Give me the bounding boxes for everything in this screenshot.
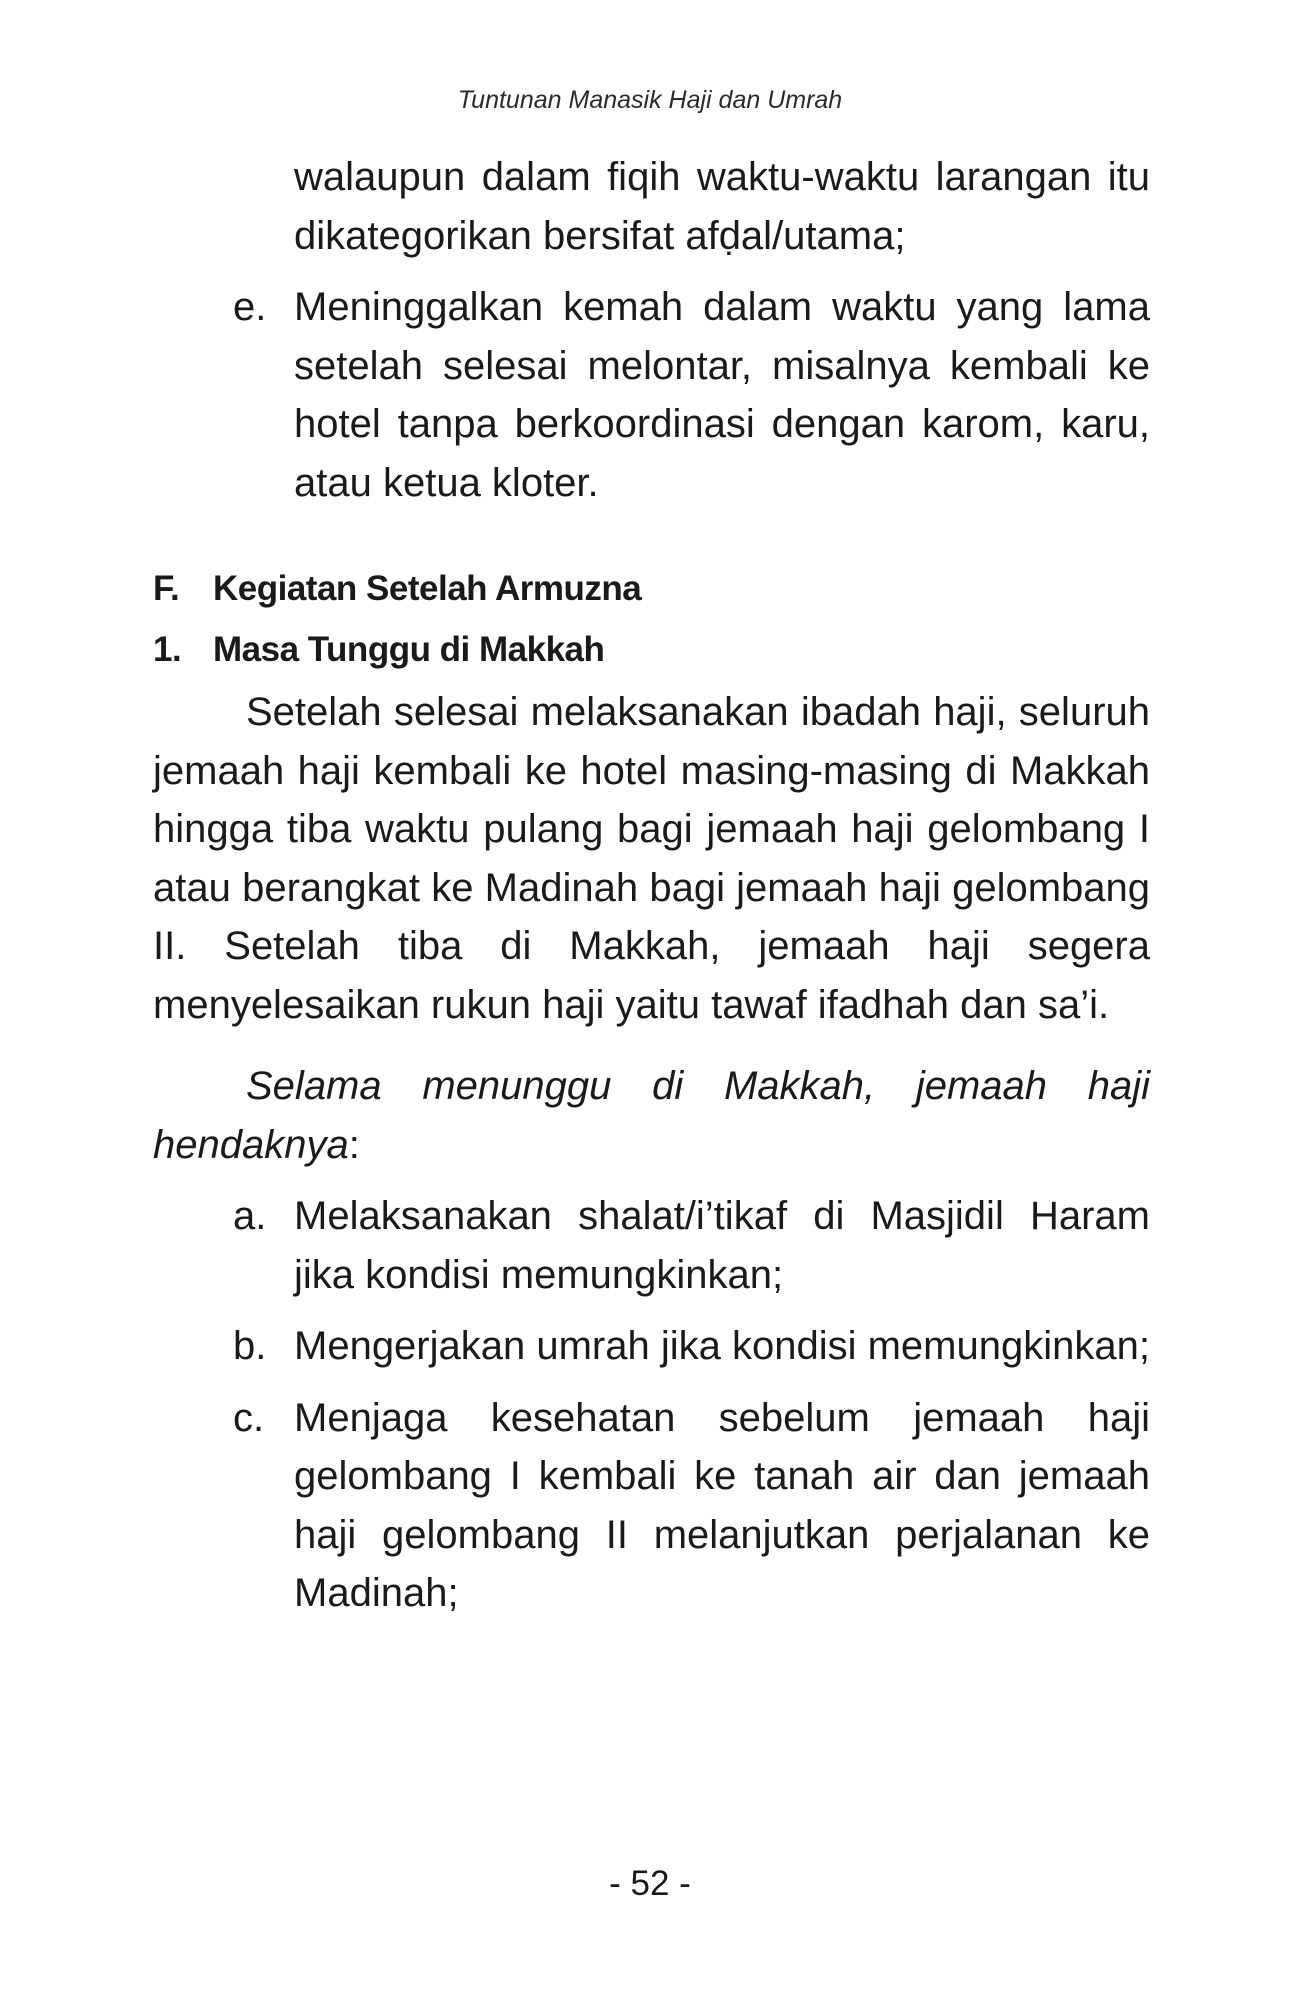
list-item-e [153,278,1150,512]
subsection-heading [153,621,1150,679]
page-content [153,148,1150,1623]
list-marker: b. [233,1324,267,1368]
list-item-c [153,1389,1150,1623]
list-marker: e. [233,285,267,329]
page-number: - 52 - [609,1864,691,1903]
list-item-text: Menjaga kesehatan sebelum jemaah haji gelombang I kembali ke tanah air dan jemaah haji gelombang II melanjutkan perjalanan ke Madinah; [294,1395,1150,1615]
section-marker: F. [153,569,180,608]
subsection-marker: 1. [153,630,182,669]
list-item-text: Meninggalkan kemah dalam waktu yang lama setelah selesai melontar, misalnya kembali ke hotel tanpa berkoordinasi dengan karom, karu, atau ketua kloter. [294,285,1150,505]
body-paragraph: Setelah selesai melaksanakan ibadah haji, seluruh jemaah haji kembali ke hotel masing-masing di Makkah hingga tiba waktu pulang bagi jemaah haji gelombang I atau berangkat ke Madinah bagi jemaah haji gelombang II. Setelah tiba di Makkah, jemaah haji segera menyelesaikan rukun haji yaitu tawaf ifadhah dan sa’i. [153,690,1150,1027]
list-item-b [153,1317,1150,1376]
list-marker: c. [233,1395,265,1440]
intro-italic-text: Selama menunggu di Makkah, jemaah haji hendaknya [153,1064,1150,1167]
section-title: Kegiatan Setelah Armuzna [213,569,642,608]
section-heading [153,560,1150,618]
intro-suffix: : [348,1122,360,1167]
continuation-text: walaupun dalam fiqih waktu-waktu larangan itu dikategorikan bersifat afḍal/utama; [294,155,1150,258]
continuation-block [153,148,1150,265]
list-item-text: Mengerjakan umrah jika kondisi memungkinkan; [294,1324,1150,1368]
list-item-text: Melaksanakan shalat/i’tikaf di Masjidil Haram jika kondisi memungkinkan; [294,1194,1150,1297]
list-item-a [153,1187,1150,1304]
running-header: Tuntunan Manasik Haji dan Umrah [457,86,843,114]
intro-paragraph [153,1057,1150,1174]
subsection-title: Masa Tunggu di Makkah [213,630,605,669]
list-marker: a. [233,1194,267,1238]
